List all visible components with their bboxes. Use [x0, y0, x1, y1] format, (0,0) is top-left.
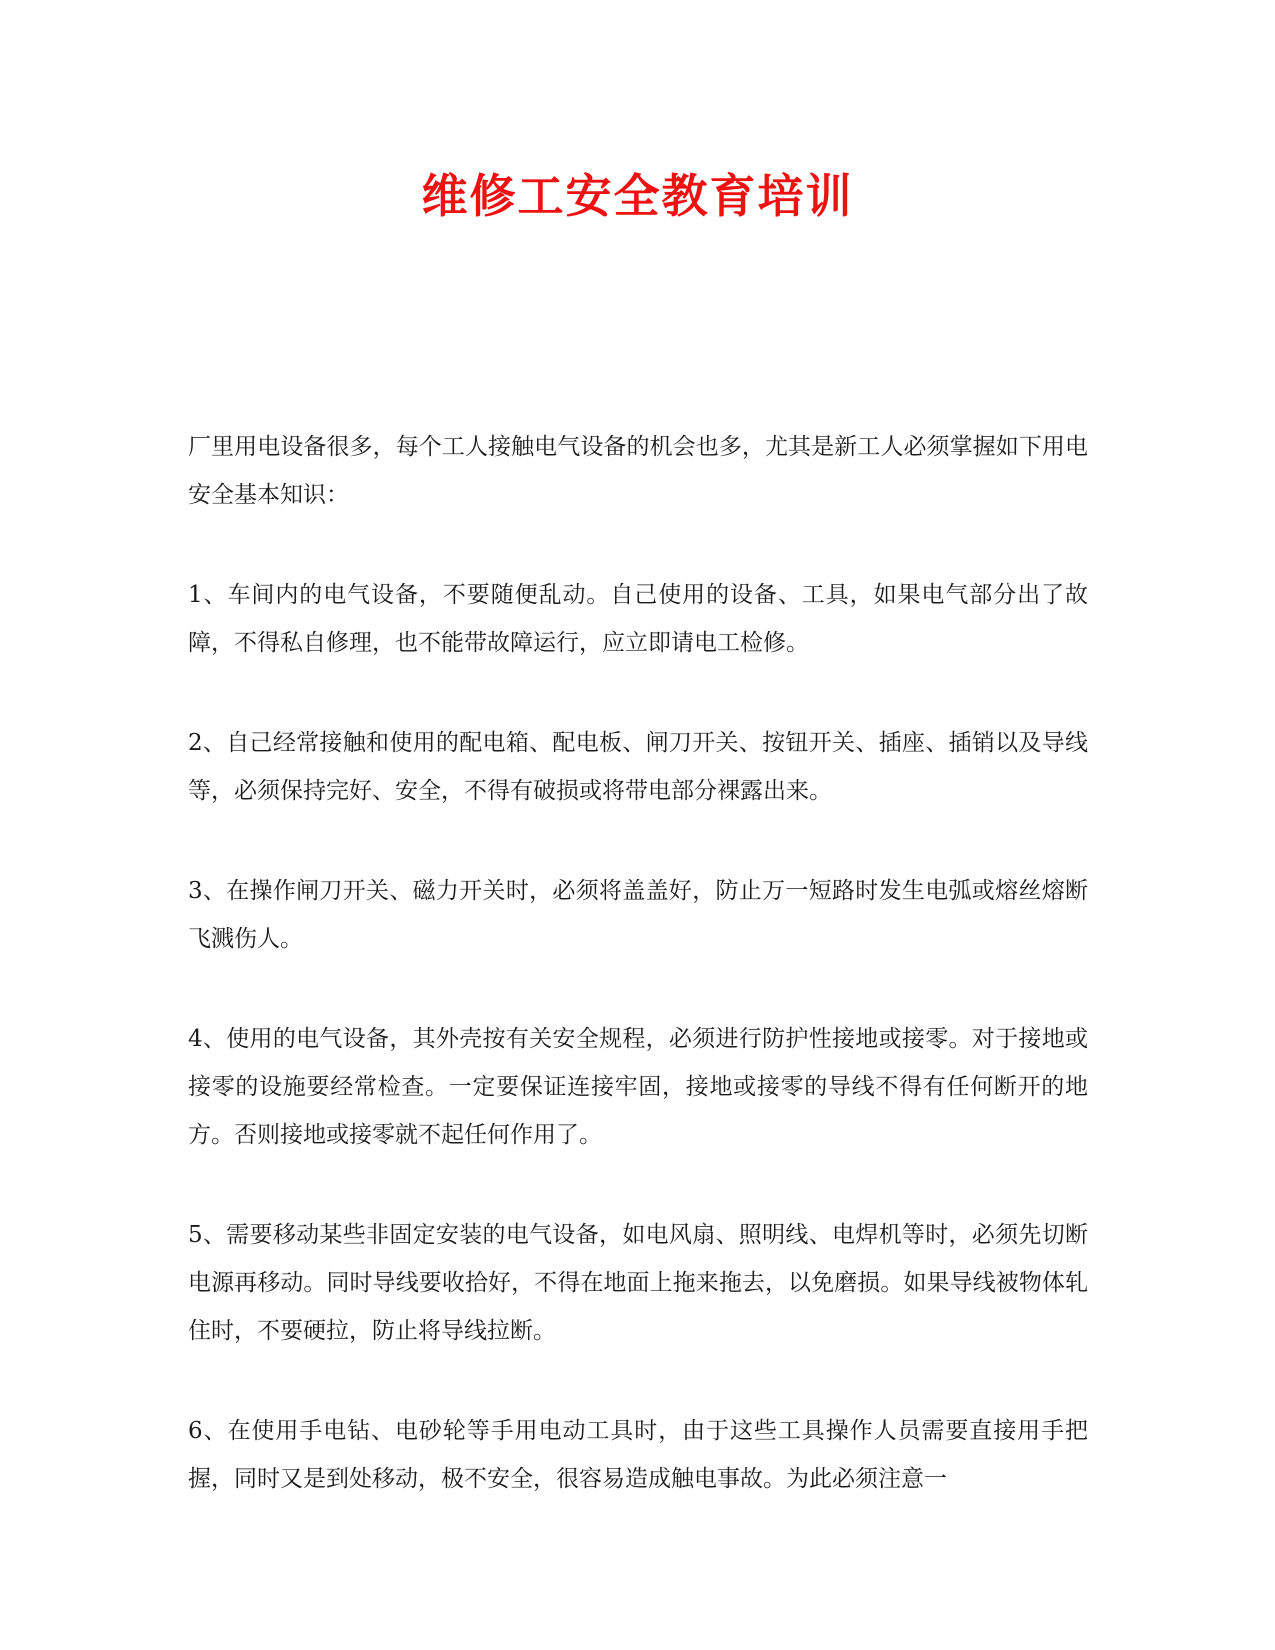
document-body — [188, 423, 1088, 1555]
paragraph-item-1: 1、车间内的电气设备，不要随便乱动。自己使用的设备、工具，如果电气部分出了故障，不得私自修理，也不能带故障运行，应立即请电工检修。 — [188, 582, 1088, 656]
document-title: 维修工安全教育培训 — [421, 169, 854, 223]
paragraph-item-5: 5、需要移动某些非固定安装的电气设备，如电风扇、照明线、电焊机等时，必须先切断电源再移动。同时导线要收拾好，不得在地面上拖来拖去，以免磨损。如果导线被物体轧住时，不要硬拉，防止将导线拉断。 — [188, 1222, 1088, 1344]
paragraph-intro: 厂里用电设备很多，每个工人接触电气设备的机会也多，尤其是新工人必须掌握如下用电安全基本知识： — [188, 434, 1088, 508]
paragraph-item-6: 6、在使用手电钻、电砂轮等手用电动工具时，由于这些工具操作人员需要直接用手把握，同时又是到处移动，极不安全，很容易造成触电事故。为此必须注意一 — [188, 1418, 1088, 1492]
paragraph-item-2: 2、自己经常接触和使用的配电箱、配电板、闸刀开关、按钮开关、插座、插销以及导线等，必须保持完好、安全，不得有破损或将带电部分裸露出来。 — [188, 730, 1088, 804]
paragraph-item-4: 4、使用的电气设备，其外壳按有关安全规程，必须进行防护性接地或接零。对于接地或接零的设施要经常检查。一定要保证连接牢固，接地或接零的导线不得有任何断开的地方。否则接地或接零就不起任何作用了。 — [188, 1026, 1088, 1148]
paragraph-item-3: 3、在操作闸刀开关、磁力开关时，必须将盖盖好，防止万一短路时发生电弧或熔丝熔断飞溅伤人。 — [188, 878, 1088, 952]
